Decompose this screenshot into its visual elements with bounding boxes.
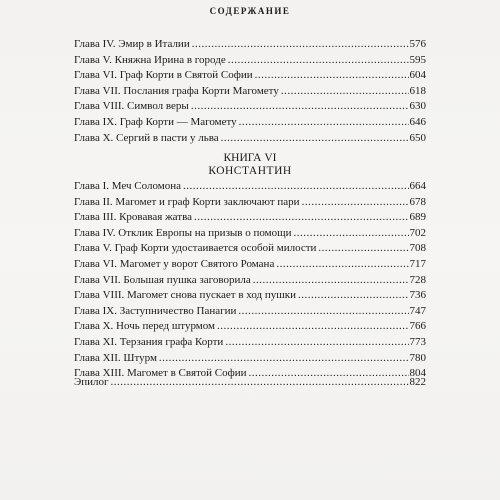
toc-book-6: [74, 179, 426, 382]
toc-entry[interactable]: [74, 319, 426, 335]
toc-entry-epilogue[interactable]: [74, 375, 426, 391]
toc-entry[interactable]: [74, 273, 426, 289]
toc-entry-title: Глава VI. Граф Корти в Святой Софии: [74, 69, 253, 82]
toc-entry[interactable]: [74, 131, 426, 147]
toc-entry[interactable]: [74, 210, 426, 226]
toc-entry-page: 702: [409, 226, 426, 239]
toc-dot-leader: [228, 53, 409, 69]
toc-entry[interactable]: [74, 241, 426, 257]
toc-entry-page: 747: [409, 304, 426, 317]
toc-entry-title: Глава XI. Терзания графа Корти: [74, 335, 224, 348]
book-heading: [0, 152, 500, 178]
toc-dot-leader: [192, 37, 409, 53]
toc-entry-page: 804: [409, 367, 426, 380]
toc-dot-leader: [302, 195, 409, 211]
toc-entry[interactable]: [74, 288, 426, 304]
toc-dot-leader: [298, 288, 409, 304]
toc-entry-page: 664: [409, 180, 426, 192]
toc-entry-title: Глава V. Граф Корти удостаивается особой милости: [74, 242, 317, 255]
toc-dot-leader: [183, 179, 409, 195]
toc-entry-title: Глава IV. Эмир в Италии: [74, 38, 190, 50]
toc-entry[interactable]: [74, 257, 426, 273]
toc-entry-page: 678: [409, 195, 426, 208]
book-subtitle: КОНСТАНТИН: [208, 165, 292, 177]
toc-dot-leader: [194, 210, 408, 226]
toc-entry[interactable]: [74, 53, 426, 69]
toc-epilogue: [74, 375, 426, 391]
page-header: СОДЕРЖАНИЕ: [209, 6, 291, 16]
toc-dot-leader: [276, 257, 408, 273]
toc-entry-page: 595: [409, 53, 426, 66]
toc-entry[interactable]: [74, 37, 426, 53]
toc-dot-leader: [318, 241, 408, 257]
toc-entry-title: Глава XII. Штурм: [74, 351, 157, 364]
toc-entry-page: 630: [409, 100, 426, 113]
toc-entry[interactable]: [74, 304, 426, 320]
toc-entry-page: 576: [409, 38, 426, 50]
toc-entry-page: 717: [409, 257, 426, 270]
toc-entry-title: Глава VIII. Магомет снова пускает в ход пушки: [74, 289, 296, 302]
toc-entry-title: Глава IV. Отклик Европы на призыв о помощи: [74, 226, 292, 239]
toc-entry-page: 766: [409, 320, 426, 333]
toc-entry-page: 708: [409, 242, 426, 255]
toc-entry-title: Глава II. Магомет и граф Корти заключают пари: [74, 195, 300, 208]
toc-entry-title: Глава III. Кровавая жатва: [74, 211, 193, 224]
toc-entry-title: Глава XIII. Магомет в Святой Софии: [74, 367, 247, 380]
toc-entry[interactable]: [74, 99, 426, 115]
toc-dot-leader: [255, 68, 409, 84]
toc-entry-page: 780: [409, 351, 426, 364]
toc-dot-leader: [281, 84, 409, 100]
toc-dot-leader: [159, 351, 409, 367]
toc-entry-title: Глава X. Сергий в пасти у льва: [74, 131, 219, 144]
toc-entry[interactable]: [74, 179, 426, 195]
toc-entry[interactable]: [74, 351, 426, 367]
toc-entry[interactable]: [74, 68, 426, 84]
toc-entry-title: Глава X. Ночь перед штурмом: [74, 320, 216, 333]
toc-entry-title: Эпилог: [74, 376, 109, 388]
toc-part-1: [74, 37, 426, 146]
toc-entry-page: 773: [409, 335, 426, 348]
toc-entry-page: 604: [409, 69, 426, 82]
toc-entry-page: 618: [409, 84, 426, 97]
toc-dot-leader: [238, 304, 408, 320]
toc-dot-leader: [225, 335, 408, 351]
toc-entry-title: Глава VII. Послания графа Корти Магомету: [74, 84, 279, 97]
toc-entry-page: 822: [409, 376, 426, 388]
toc-entry[interactable]: [74, 115, 426, 131]
toc-dot-leader: [221, 131, 409, 147]
toc-entry-title: Глава I. Меч Соломона: [74, 180, 181, 192]
toc-entry[interactable]: [74, 195, 426, 211]
toc-dot-leader: [191, 99, 409, 115]
toc-entry-title: Глава IX. Граф Корти — Магомету: [74, 115, 237, 128]
toc-entry[interactable]: [74, 335, 426, 351]
toc-entry[interactable]: [74, 226, 426, 242]
toc-entry-page: 650: [409, 131, 426, 144]
toc-entry-page: 646: [409, 115, 426, 128]
book-title: КНИГА VI: [223, 152, 277, 164]
toc-entry-page: 728: [409, 273, 426, 286]
toc-entry-page: 689: [409, 211, 426, 224]
toc-entry-title: Глава VII. Большая пушка заговорила: [74, 273, 251, 286]
toc-entry-title: Глава V. Княжна Ирина в городе: [74, 53, 226, 66]
toc-entry-page: 736: [409, 289, 426, 302]
toc-dot-leader: [294, 226, 409, 242]
toc-entry-title: Глава VI. Магомет у ворот Святого Романа: [74, 257, 275, 270]
toc-entry[interactable]: [74, 84, 426, 100]
toc-dot-leader: [239, 115, 409, 131]
toc-dot-leader: [111, 375, 409, 391]
toc-entry-title: Глава VIII. Символ веры: [74, 100, 189, 113]
toc-entry-title: Глава IX. Заступничество Панагии: [74, 304, 237, 317]
toc-dot-leader: [253, 273, 409, 289]
toc-dot-leader: [217, 319, 408, 335]
